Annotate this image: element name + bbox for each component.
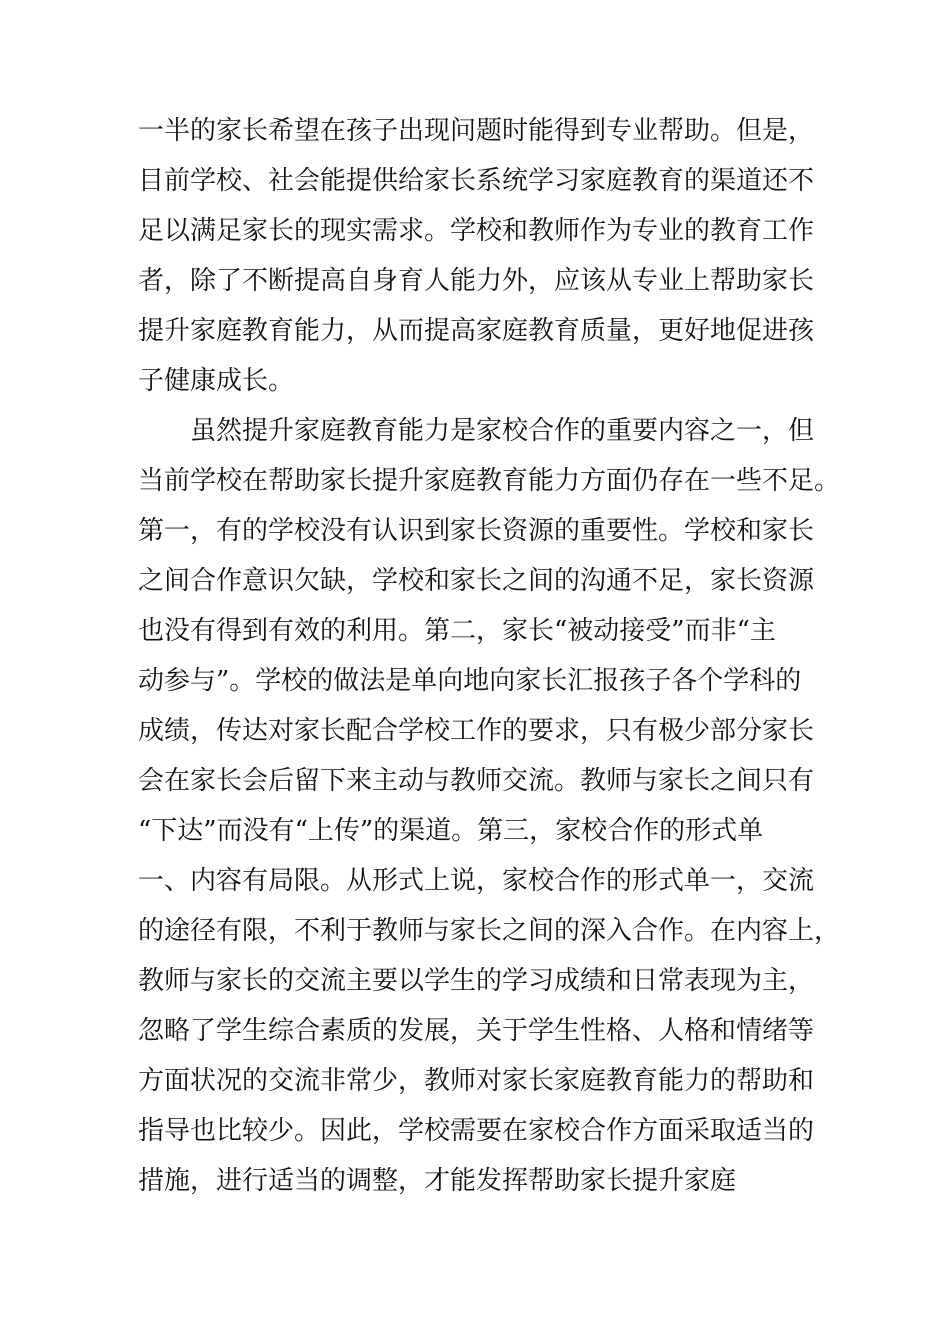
text-line-16: 一、内容有局限。从形式上说，家校合作的形式单一，交流 [138, 866, 815, 896]
text-line-22: 措施，进行适当的调整，才能发挥帮助家长提升家庭 [138, 1166, 737, 1196]
text-line-11: 也没有得到有效的利用。第二，家长“被动接受”而非“主 [138, 616, 776, 646]
text-line-18: 教师与家长的交流主要以学生的学习成绩和日常表现为主， [138, 966, 815, 996]
text-line-9: 第一，有的学校没有认识到家长资源的重要性。学校和家长 [138, 516, 815, 546]
text-line-14: 会在家长会后留下来主动与教师交流。教师与家长之间只有 [138, 766, 815, 796]
text-line-3: 足以满足家长的现实需求。学校和教师作为专业的教育工作 [138, 216, 815, 246]
text-line-17: 的途径有限，不利于教师与家长之间的深入合作。在内容上， [138, 916, 841, 946]
text-line-2: 目前学校、社会能提供给家长系统学习家庭教育的渠道还不 [138, 166, 815, 196]
text-line-15: “下达”而没有“上传”的渠道。第三，家校合作的形式单 [138, 816, 764, 846]
text-line-5: 提升家庭教育能力，从而提高家庭教育质量，更好地促进孩 [138, 316, 815, 346]
text-line-13: 成绩，传达对家长配合学校工作的要求，只有极少部分家长 [138, 716, 815, 746]
body-text [138, 106, 841, 1206]
text-line-4: 者，除了不断提高自身育人能力外，应该从专业上帮助家长 [138, 266, 815, 296]
paragraph-start-line: 虽然提升家庭教育能力是家校合作的重要内容之一，但 [190, 416, 815, 446]
text-line-20: 方面状况的交流非常少，教师对家长家庭教育能力的帮助和 [138, 1066, 815, 1096]
text-line-10: 之间合作意识欠缺，学校和家长之间的沟通不足，家长资源 [138, 566, 815, 596]
text-line-12: 动参与”。学校的做法是单向地向家长汇报孩子各个学科的 [138, 666, 802, 696]
text-line-19: 忽略了学生综合素质的发展，关于学生性格、人格和情绪等 [138, 1016, 815, 1046]
text-line-8: 当前学校在帮助家长提升家庭教育能力方面仍存在一些不足。 [138, 466, 841, 496]
text-line-6: 子健康成长。 [138, 366, 295, 396]
text-line-1: 一半的家长希望在孩子出现问题时能得到专业帮助。但是， [138, 116, 815, 146]
text-line-21: 指导也比较少。因此，学校需要在家校合作方面采取适当的 [138, 1116, 815, 1146]
